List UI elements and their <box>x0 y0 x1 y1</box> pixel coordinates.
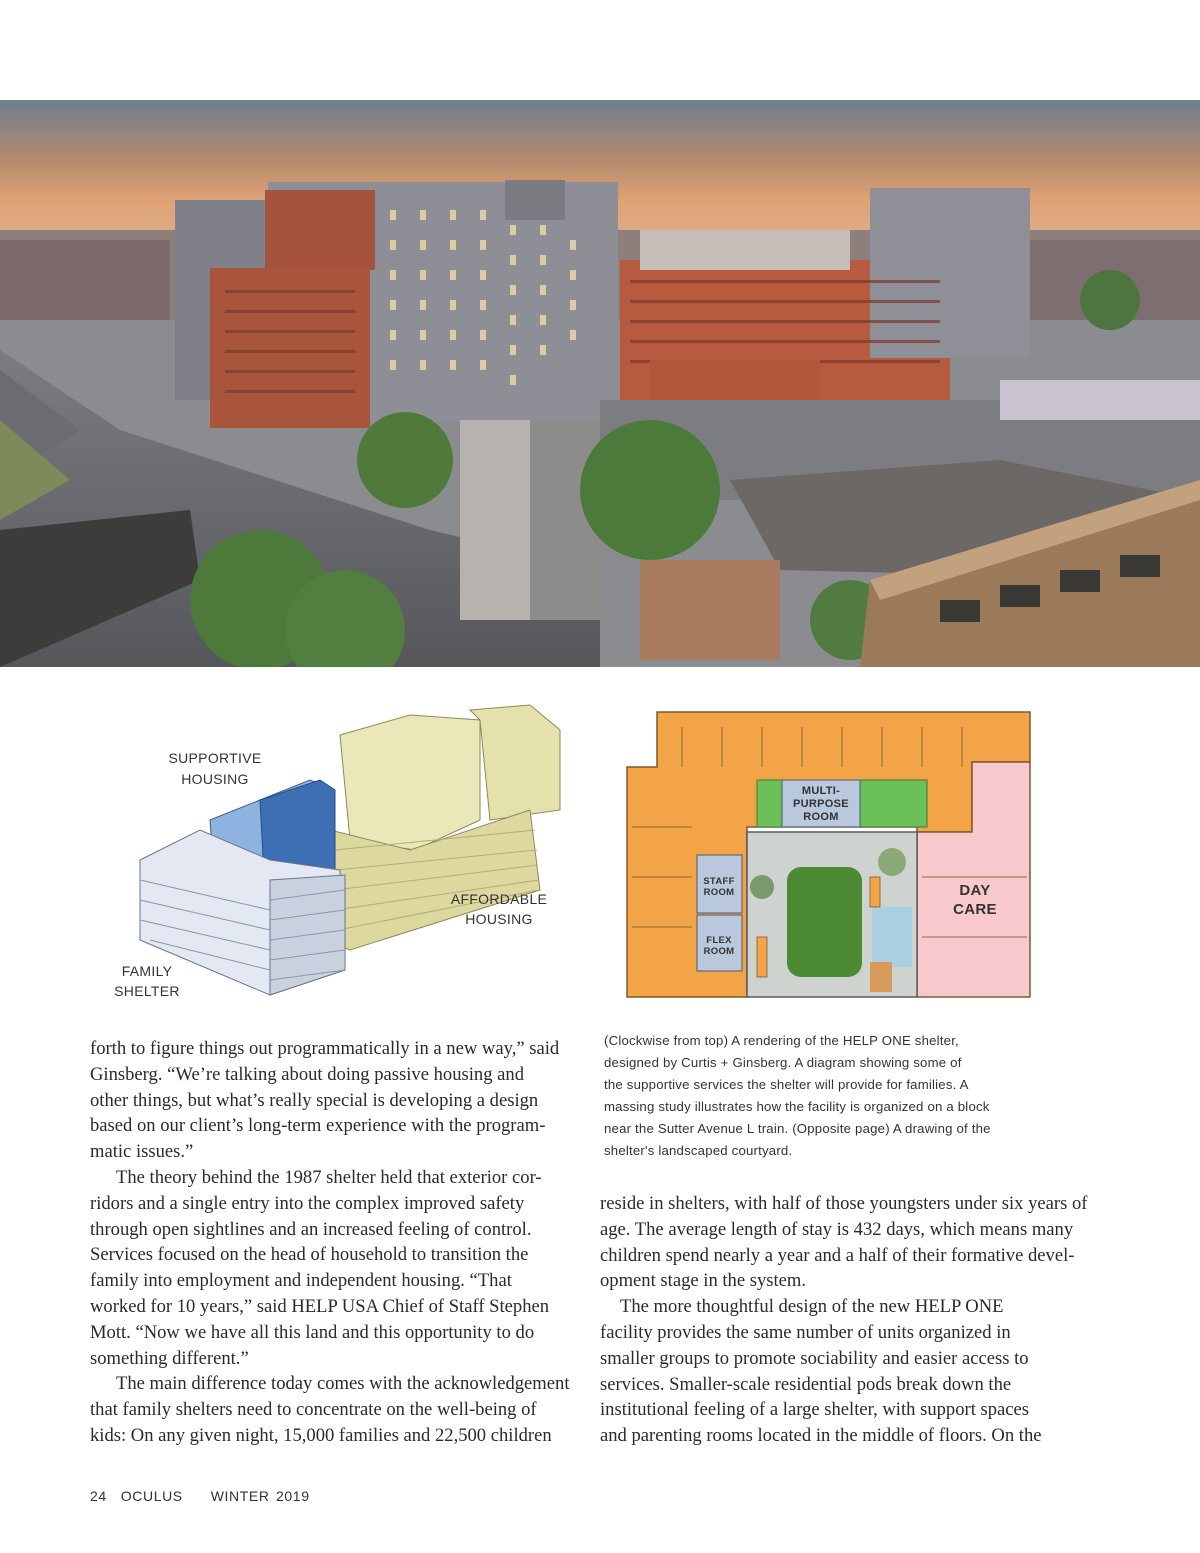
text-line: that family shelters need to concentrate on the well-being of <box>90 1399 537 1421</box>
label-family-shelter-line2: SHELTER <box>114 983 180 999</box>
text-line: family into employment and independent housing. “That <box>90 1270 512 1292</box>
text-line: based on our client’s long-term experience with the program- <box>90 1115 546 1137</box>
plan-staff-room-line1: STAFF <box>703 876 735 887</box>
text-line: matic issues.” <box>90 1141 194 1163</box>
label-supportive-housing-line2: HOUSING <box>181 771 249 787</box>
figure-caption <box>604 1030 1074 1162</box>
plan-day-care-line2: CARE <box>953 901 997 918</box>
plan-staff-room-line2: ROOM <box>703 887 735 898</box>
text-line: Services focused on the head of household to transition the <box>90 1244 529 1266</box>
text-line: The more thoughtful design of the new HELP ONE <box>620 1296 1004 1318</box>
page-number: 24 <box>90 1488 107 1504</box>
label-family-shelter-line1: FAMILY <box>121 963 173 979</box>
text-line: and parenting rooms located in the middle of floors. On the <box>600 1425 1042 1447</box>
plan-multipurpose-line1: MULTI- <box>801 785 841 797</box>
label-supportive-housing-line1: SUPPORTIVE <box>168 750 262 766</box>
text-line: services. Smaller-scale residential pods break down the <box>600 1373 1012 1395</box>
paragraph <box>600 1294 1100 1449</box>
paragraph <box>90 1036 580 1165</box>
text-line: age. The average length of stay is 432 days, which means many <box>600 1218 1074 1240</box>
text-line: kids: On any given night, 15,000 families and 22,500 children <box>90 1424 552 1446</box>
text-line: other things, but what’s really special is developing a design <box>90 1089 539 1111</box>
caption-line: massing study illustrates how the facility is organized on a block <box>604 1099 990 1114</box>
caption-line: (Clockwise from top) A rendering of the HELP ONE shelter, <box>604 1033 959 1048</box>
floor-plan-diagram <box>622 707 1034 999</box>
massing-study-diagram <box>110 690 580 1010</box>
text-line: forth to figure things out programmatically in a new way,” said <box>90 1038 560 1059</box>
hero-rendering-image <box>0 100 1200 667</box>
magazine-name: OCULUS <box>120 1488 183 1504</box>
text-line: children spend nearly a year and a half of their formative devel- <box>600 1244 1075 1266</box>
text-line: opment stage in the system. <box>600 1270 807 1292</box>
text-line: The theory behind the 1987 shelter held that exterior cor- <box>116 1166 542 1188</box>
label-affordable-housing-line2: HOUSING <box>465 911 533 927</box>
text-line: The main difference today comes with the acknowledgement <box>116 1373 570 1395</box>
caption-line: shelter's landscaped courtyard. <box>604 1143 793 1158</box>
text-line: Ginsberg. “We’re talking about doing passive housing and <box>90 1063 524 1085</box>
paragraph <box>90 1371 580 1448</box>
issue-date: WINTER 2019 <box>210 1488 310 1504</box>
text-line: something different.” <box>90 1347 249 1369</box>
text-line: ridors and a single entry into the complex improved safety <box>90 1192 525 1214</box>
text-line: facility provides the same number of units organized in <box>600 1321 1011 1343</box>
paragraph <box>600 1191 1100 1294</box>
text-line: smaller groups to promote sociability and easier access to <box>600 1347 1029 1369</box>
plan-multipurpose-line3: ROOM <box>803 811 839 823</box>
text-line: through open sightlines and an increased feeling of control. <box>90 1218 532 1240</box>
paragraph <box>90 1165 580 1371</box>
caption-line: the supportive services the shelter will provide for families. A <box>604 1077 969 1092</box>
plan-flex-room-line1: FLEX <box>706 935 732 946</box>
plan-multipurpose-line2: PURPOSE <box>793 798 849 810</box>
label-affordable-housing-line1: AFFORDABLE <box>450 891 548 907</box>
plan-day-care-line1: DAY <box>959 882 991 899</box>
plan-flex-room-line2: ROOM <box>703 946 735 957</box>
text-line: institutional feeling of a large shelter, with support spaces <box>600 1399 1030 1421</box>
page-footer <box>90 1488 324 1504</box>
text-line: reside in shelters, with half of those youngsters under six years of <box>600 1193 1088 1214</box>
body-column-right <box>600 1191 1100 1449</box>
caption-line: near the Sutter Avenue L train. (Opposite page) A drawing of the <box>604 1121 991 1136</box>
text-line: Mott. “Now we have all this land and this opportunity to do <box>90 1321 535 1343</box>
text-line: worked for 10 years,” said HELP USA Chief of Staff Stephen <box>90 1295 550 1317</box>
body-column-left <box>90 1036 580 1449</box>
caption-line: designed by Curtis + Ginsberg. A diagram showing some of <box>604 1055 962 1070</box>
